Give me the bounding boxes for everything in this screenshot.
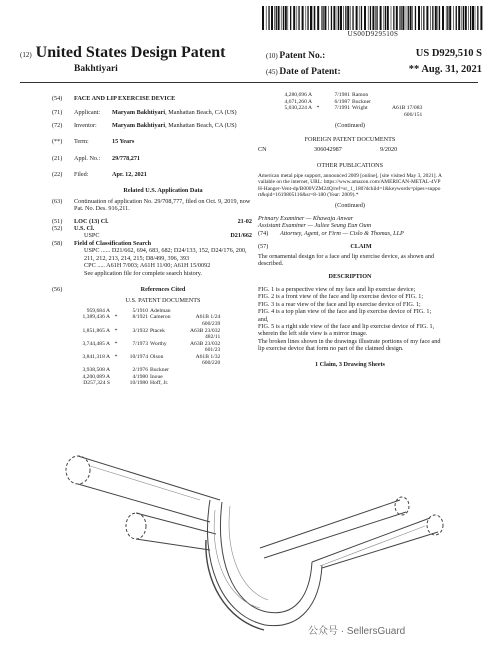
- inventor-name: Maryam Bakhtiyari: [112, 121, 166, 129]
- reference-row: [272, 105, 424, 112]
- date-code: (45): [266, 68, 278, 76]
- ref-date: 7/1991: [334, 105, 350, 112]
- barcode: [262, 6, 484, 30]
- title-code: (12): [20, 51, 32, 59]
- ref-date: [122, 321, 150, 328]
- reference-row: [272, 92, 424, 99]
- ref-date: 7/1981: [334, 92, 350, 98]
- uspc-row: [52, 232, 252, 239]
- references-table-right: [272, 92, 424, 118]
- ref-number: [70, 321, 112, 328]
- foreign-no: 306042987: [314, 146, 342, 154]
- ref-name: Hoff, Jr.: [150, 380, 169, 387]
- ref-class: 606/151: [403, 111, 423, 118]
- right-end-cap: [427, 515, 443, 535]
- other-publications-heading: OTHER PUBLICATIONS: [316, 161, 384, 169]
- ref-class: [190, 374, 222, 381]
- reference-row: [70, 321, 222, 328]
- code: (63): [52, 197, 63, 205]
- term-value: 15 Years: [112, 138, 135, 146]
- description-fig-5: FIG. 5 is a right side view of the face and lip exercise device of FIG. 1, wherein the left side view is a mirror image.: [258, 322, 435, 338]
- code: (52): [52, 225, 63, 233]
- attorney-row: [258, 230, 442, 237]
- ref-star: [314, 92, 324, 99]
- us-docs-heading: U.S. PATENT DOCUMENTS: [125, 297, 201, 305]
- reference-row: [70, 360, 222, 367]
- reference-row: [70, 367, 222, 374]
- ref-number: 4,200,089 A: [82, 373, 110, 380]
- ref-name: Buckner: [352, 98, 371, 105]
- ref-name: [352, 112, 392, 119]
- code: (58): [52, 239, 63, 247]
- foreign-row: [258, 146, 442, 153]
- reference-row: [70, 334, 222, 341]
- appl-row: [52, 155, 252, 162]
- ref-number: 3,938,508 A: [82, 367, 110, 374]
- patent-no-code: (10): [266, 52, 278, 60]
- patent-date-line: [266, 64, 488, 77]
- ref-date: 2/1976: [132, 367, 148, 374]
- label: Appl. No.:: [74, 154, 101, 162]
- ref-class: A63B 23/032: [190, 327, 221, 334]
- patent-no-label: Patent No.:: [279, 51, 326, 61]
- description-fig-4: FIG. 4 is a top plan view of the face and lip exercise device of FIG. 1; and,: [258, 308, 432, 323]
- ref-number: [70, 347, 112, 354]
- code: (54): [52, 95, 63, 102]
- field-note: See application file for complete search history.: [84, 269, 202, 277]
- ref-class: A61B 1/32: [195, 353, 221, 360]
- field-heading: Field of Classification Search: [74, 239, 152, 247]
- description-heading: DESCRIPTION: [328, 273, 372, 281]
- code: (56): [52, 285, 63, 293]
- left-lower-end-cap: [126, 513, 146, 539]
- ref-class: A61B 1/24: [195, 314, 221, 321]
- reference-row: [70, 374, 222, 381]
- right-column: [258, 92, 442, 368]
- right-back-arm: [260, 500, 406, 558]
- left-upper-end-cap: [66, 456, 90, 484]
- ref-name: [150, 334, 190, 341]
- loc-label: LOC (13) Cl.: [74, 217, 109, 225]
- description-list: [258, 286, 442, 353]
- date-label: Date of Patent:: [279, 67, 341, 77]
- code: (57): [258, 243, 269, 251]
- ref-star: *: [114, 340, 118, 347]
- label: Filed:: [74, 171, 89, 179]
- ref-number: 959,684 A: [86, 307, 110, 314]
- ref-star: *: [114, 353, 118, 360]
- ref-star: [112, 321, 122, 328]
- refs-heading-row: [52, 286, 252, 293]
- claim-text: The ornamental design for a face and lip exercise device, as shown and described.: [258, 252, 435, 268]
- ref-number: [70, 360, 112, 367]
- ref-star: [112, 308, 122, 315]
- ref-star: *: [114, 327, 118, 334]
- right-arm: [312, 518, 438, 568]
- ref-star: [112, 347, 122, 354]
- assistant-examiner: Assistant Examiner — Juliee Seung Eun Oum: [258, 222, 372, 230]
- uscl-label: U.S. Cl.: [74, 225, 95, 233]
- ref-date: [122, 360, 150, 367]
- related-heading: Related U.S. Application Data: [123, 187, 203, 195]
- ref-name: Buckner: [150, 367, 169, 374]
- ref-class: A61B 17/083: [392, 105, 423, 112]
- ref-number: [272, 112, 314, 119]
- ref-number: [70, 334, 112, 341]
- uspc-label: USPC: [84, 232, 100, 240]
- ref-star: [112, 334, 122, 341]
- right-back-end-cap: [395, 497, 409, 515]
- foreign-date: 9/2020: [380, 146, 398, 154]
- loc-row: [52, 218, 252, 225]
- reference-row: [272, 99, 424, 106]
- code: (71): [52, 109, 63, 117]
- code: (72): [52, 121, 63, 129]
- ref-date: 5/1910: [132, 307, 148, 314]
- u-band-edge: [206, 540, 264, 630]
- watermark: 公众号 · SellersGuard: [308, 626, 406, 637]
- code: (**): [52, 138, 63, 146]
- loc-value: 21-02: [237, 217, 252, 225]
- term-row: [52, 138, 252, 145]
- ref-class: 600/239: [201, 320, 221, 327]
- ref-number: 1,389,436 A: [82, 314, 110, 321]
- ref-name: Wright: [352, 105, 368, 112]
- inventor-surname: Bakhtiyari: [74, 64, 118, 74]
- continued-1: (Continued): [335, 122, 365, 130]
- patent-title: United States Design Patent: [35, 44, 226, 61]
- ref-class: [392, 92, 424, 99]
- ref-class: A63B 23/032: [190, 340, 221, 347]
- ref-name: [150, 321, 190, 328]
- ref-star: [112, 380, 122, 387]
- ref-star: [112, 374, 122, 381]
- reference-row: [70, 347, 222, 354]
- uspc-value: D21/662: [230, 232, 252, 240]
- claim-heading-row: [258, 243, 442, 250]
- description-broken-lines: The broken lines shown in the drawings illustrate portions of my face and lip exercise device that form no part of the claimed design.: [258, 337, 441, 353]
- label: Inventor:: [74, 121, 97, 129]
- left-upper-arm: [78, 456, 220, 522]
- continuation-row: [52, 198, 252, 213]
- description-fig-3: FIG. 3 is a rear view of the face and lip exercise device of FIG. 1;: [258, 300, 421, 308]
- ref-class: 600/220: [201, 360, 221, 367]
- field-cpc: CPC ..... A61H 7/003; A61H 11/00; A61H 15/0092: [84, 262, 211, 270]
- ref-name: Worthy: [150, 340, 167, 347]
- field-heading-row: [52, 240, 252, 247]
- applicant-name: Maryam Bakhtiyari: [112, 109, 166, 117]
- ref-number: 3,841,318 A: [82, 353, 110, 360]
- ref-name: Olson: [150, 353, 164, 360]
- reference-row: [70, 341, 222, 348]
- filed-row: [52, 171, 252, 178]
- ref-date: 8/1921: [132, 314, 148, 321]
- reference-row: [70, 380, 222, 387]
- patent-number-line: [266, 48, 488, 61]
- ref-number: 1,851,865 A: [82, 327, 110, 334]
- label: Term:: [74, 138, 89, 146]
- device-title: FACE AND LIP EXERCISE DEVICE: [74, 95, 176, 102]
- label: Applicant:: [74, 109, 101, 117]
- reference-row: [70, 314, 222, 321]
- ref-date: 4/1980: [132, 373, 148, 380]
- ref-number: 3,744,485 A: [82, 340, 110, 347]
- reference-row: [70, 308, 222, 315]
- code: (51): [52, 217, 63, 225]
- ref-class: [190, 380, 222, 387]
- field-uspc: USPC ...... D21/662, 694, 683, 682; D24/133, 152, D24/176, 200, 211, 212, 213, 214, 215; D8/499, 396, 393: [84, 247, 247, 262]
- description-fig-1: FIG. 1 is a perspective view of my face and lip exercise device;: [258, 285, 416, 293]
- inventor-row: [52, 122, 252, 129]
- applicant-row: [52, 109, 252, 116]
- ref-class: [190, 308, 222, 315]
- ref-name: Cameron: [150, 314, 171, 321]
- ref-name: Adelman: [150, 307, 171, 314]
- code: (74): [258, 229, 269, 237]
- code: (22): [52, 171, 63, 179]
- ref-class: [392, 99, 424, 106]
- ref-name: Ramon: [352, 92, 369, 98]
- ref-star: [112, 360, 122, 367]
- ref-class: 601/23: [204, 347, 221, 354]
- foreign-heading: FOREIGN PATENT DOCUMENTS: [304, 135, 396, 143]
- ref-star: [112, 367, 122, 374]
- ref-class: 482/11: [204, 334, 221, 341]
- ref-number: 4,671,260 A: [284, 98, 312, 105]
- ref-star: *: [114, 314, 118, 321]
- continued-2: (Continued): [335, 201, 365, 209]
- reference-row: [70, 354, 222, 361]
- code: (21): [52, 154, 63, 162]
- left-column: [52, 95, 252, 387]
- uscl-row: [52, 225, 252, 232]
- ref-date: 7/1973: [132, 340, 148, 347]
- references-table-left: [70, 308, 222, 387]
- ref-number: 4,280,696 A: [284, 92, 312, 98]
- header-rule: [20, 82, 478, 83]
- patent-date: ** Aug. 31, 2021: [408, 64, 482, 75]
- patent-title-line: [20, 44, 225, 62]
- ref-star: [314, 112, 324, 119]
- ref-name: [150, 360, 190, 367]
- applicant-place: , Manhattan Beach, CA (US): [165, 109, 237, 117]
- ref-name: [150, 347, 190, 354]
- ref-number: 5,030,224 A: [284, 105, 312, 112]
- title-row: [52, 95, 252, 102]
- ref-date: 10/1980: [129, 380, 148, 387]
- inventor-place: , Manhattan Beach, CA (US): [165, 121, 237, 129]
- claim-heading: CLAIM: [350, 243, 372, 251]
- left-lower-arm: [136, 513, 216, 550]
- ref-date: 10/1974: [129, 353, 148, 360]
- continuation-text: Continuation of application No. 29/708,777, filed on Oct. 9, 2019, now Pat. No. Des. 916,211.: [74, 197, 251, 213]
- ref-date: [122, 334, 150, 341]
- device-drawing: [50, 440, 470, 640]
- ref-number: D257,324 S: [83, 380, 110, 387]
- description-fig-2: FIG. 2 is a front view of the face and lip exercise device of FIG. 1;: [258, 293, 424, 301]
- primary-examiner: Primary Examiner — Khawaja Anwar: [258, 215, 354, 223]
- ref-class: [190, 367, 222, 374]
- other-publication: American metal pipe support, announced 2009 [online], [site visited May 3, 2021]. Available on the internet, URL: https://www.amazon.com/AMERICAN-METAL-4VPH-Hanger-Vent-dp/B000VZM24Q/ref=sr_1_180?dchild=1&keywords=pipes+support&qid=1619805116&sr=8-180 (Year: 2009).*: [258, 173, 442, 199]
- ref-date: [122, 347, 150, 354]
- attorney: Attorney, Agent, or Firm — Cislo & Thomas, LLP: [280, 229, 404, 237]
- claims-sheets: 1 Claim, 3 Drawing Sheets: [315, 360, 385, 368]
- filed-value: Apr. 12, 2021: [112, 171, 147, 179]
- appl-value: 29/778,271: [112, 154, 141, 162]
- ref-name: Ptacek: [150, 327, 165, 334]
- barcode-number: US00D929510S: [347, 30, 399, 38]
- reference-row: [70, 328, 222, 335]
- ref-date: [324, 112, 352, 119]
- ref-date: 6/1987: [334, 98, 350, 105]
- ref-star: *: [316, 105, 320, 112]
- ref-date: 3/1932: [132, 327, 148, 334]
- patent-number: US D929,510 S: [415, 48, 482, 59]
- ref-star: [314, 99, 324, 106]
- refs-heading: References Cited: [140, 285, 186, 293]
- reference-row: [272, 112, 424, 119]
- ref-name: Inoue: [150, 373, 163, 380]
- foreign-country: CN: [258, 146, 267, 154]
